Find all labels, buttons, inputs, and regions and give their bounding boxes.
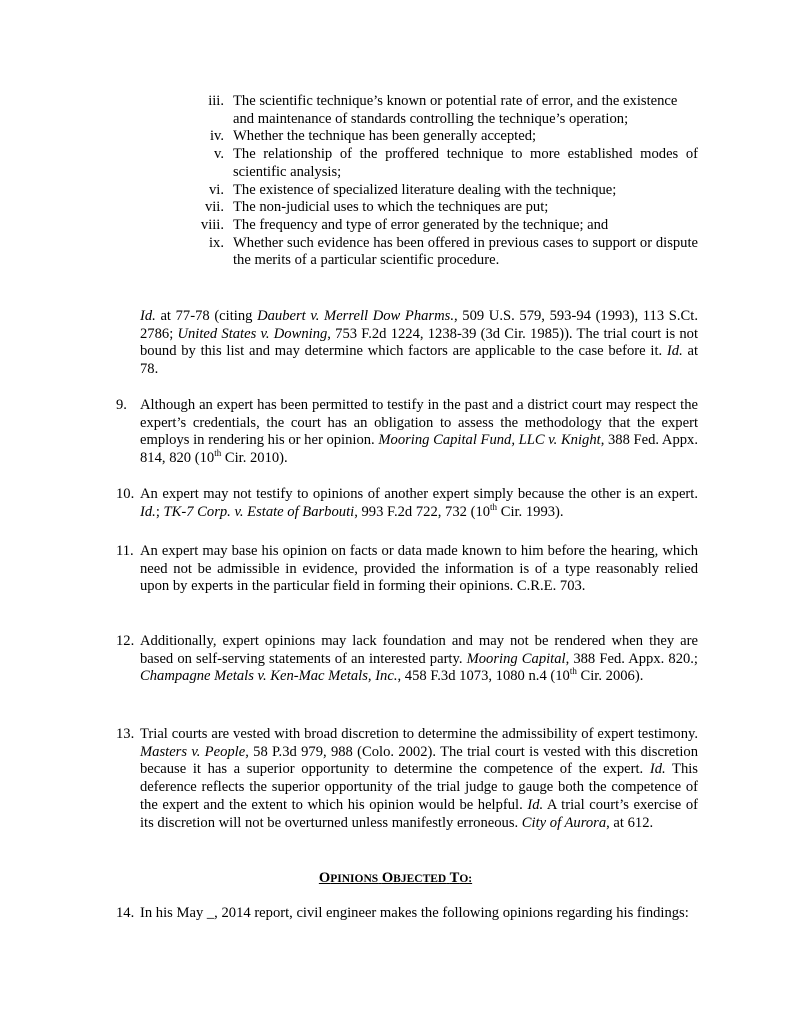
text-run: A trial court’s exercise of its discretion will not be overturned unless manifestly erroneous. [140, 796, 698, 831]
id-citation: Id. [666, 343, 683, 360]
numbered-paragraph-13 [116, 726, 698, 832]
factor-number: iii. [208, 93, 224, 109]
text-run: , 388 Fed. Appx. 820.; [565, 650, 698, 667]
heading-cap: T [449, 870, 460, 886]
factor-item [195, 199, 698, 217]
factor-list [195, 93, 698, 270]
factor-number: iv. [209, 128, 224, 145]
factor-text: The frequency and type of error generated by the technique; and [233, 216, 609, 233]
factor-item [195, 93, 698, 128]
case-name: Mooring Capital Fund, LLC v. Knight [378, 432, 601, 449]
factor-text: Whether the technique has been generally accepted; [233, 128, 537, 145]
heading-rest: BJECTED [393, 873, 447, 885]
superscript: th [214, 448, 222, 459]
text-run: An expert may not testify to opinions of another expert simply because the other is an expert. [140, 486, 698, 502]
paragraph-number: 11. [116, 543, 134, 559]
section-heading [0, 870, 791, 889]
factor-number: vi. [209, 181, 224, 198]
text-run: ; [155, 503, 164, 520]
text-run: Cir. 2010). [221, 450, 288, 467]
id-citation: Id. [649, 761, 666, 778]
paragraph-text: An expert may base his opinion on facts or data made known to him before the hearing, which need not be admissible in evidence, provided the information is of a type reasonably relied upon by experts in the particular field in forming their opinions. C.R.E. 703. [140, 543, 698, 595]
case-name: Champagne Metals v. Ken-Mac Metals, Inc. [140, 668, 398, 685]
paragraph-number: 13. [116, 726, 135, 742]
numbered-paragraph-12 [116, 633, 698, 686]
paragraph-number: 14. [116, 905, 135, 921]
factor-number: vii. [204, 199, 224, 216]
factor-number: v. [214, 146, 224, 163]
id-citation: Id. [140, 308, 156, 324]
text-run: , 993 F.2d 722, 732 (10 [354, 503, 491, 520]
paragraph-text: In his May _, 2014 report, civil engineer makes the following opinions regarding his findings: [140, 905, 689, 921]
case-name: City of Aurora [521, 814, 607, 831]
factor-item [195, 182, 698, 200]
citation-text: , 509 U.S. 579, 593-94 (1993), 113 S.Ct. 2786; [140, 308, 698, 342]
text-run: Cir. 2006). [576, 668, 644, 685]
text-run: Cir. 1993). [497, 503, 564, 520]
paragraph-text [140, 486, 698, 521]
case-name: Masters v. People [140, 743, 246, 760]
factor-item [195, 128, 698, 146]
paragraph-text [140, 397, 698, 468]
heading-rest: PINIONS [330, 873, 379, 885]
paragraph-number: 12. [116, 633, 135, 649]
id-citation: Id. [140, 503, 156, 520]
numbered-paragraph-11 [116, 543, 698, 596]
text-run: , at 612. [606, 814, 654, 831]
factor-text: The non-judicial uses to which the techniques are put; [233, 199, 549, 216]
citation-text: , 753 F.2d 1224, 1238-39 (3d Cir. 1985)). The trial court is not bound by this list and may determine which factors are applicable to the case before it. [140, 325, 699, 360]
case-name: TK-7 Corp. v. Estate of Barbouti [163, 503, 355, 520]
factor-text: The scientific technique’s known or potential rate of error, and the existence and maintenance of standards controlling the technique’s operation; [233, 93, 678, 127]
case-name: Daubert v. Merrell Dow Pharms. [257, 308, 454, 324]
text-run: Trial courts are vested with broad discretion to determine the admissibility of expert testimony. [140, 726, 698, 742]
numbered-paragraph-10 [116, 486, 698, 521]
superscript: th [490, 501, 498, 512]
numbered-paragraph-14 [116, 905, 698, 923]
text-run: , 58 P.3d 979, 988 (Colo. 2002). The trial court is vested with this discretion because it has a superior opportunity to determine the competence of the expert. [140, 743, 698, 778]
text-run: Although an expert has been permitted to testify in the past and a district court may respect the expert’s credentials, the court has an obligation to assess the methodology that the expert employs in rendering his or her opinion. [140, 397, 698, 449]
factor-item [195, 217, 698, 235]
factor-text: The relationship of the proffered technique to more established modes of scientific analysis; [233, 146, 698, 180]
factor-number: viii. [200, 216, 224, 233]
text-run: , 458 F.3d 1073, 1080 n.4 (10 [397, 668, 570, 685]
text-run: Additionally, expert opinions may lack foundation and may not be rendered when they are based on self-serving statements of an interested party. [140, 633, 698, 667]
case-name: Mooring Capital [466, 650, 566, 667]
heading-cap: O [381, 870, 394, 886]
factor-text: Whether such evidence has been offered in previous cases to support or dispute the merits of a particular scientific procedure. [233, 234, 698, 269]
superscript: th [569, 666, 577, 677]
paragraph-text [140, 726, 698, 832]
id-citation: Id. [527, 796, 544, 813]
citation-text: at 78. [140, 343, 698, 378]
numbered-paragraph-9 [116, 397, 698, 468]
citation-text: at 77-78 (citing [155, 308, 258, 324]
factor-text: The existence of specialized literature dealing with the technique; [233, 181, 617, 198]
factor-number: ix. [209, 234, 224, 251]
text-run: This deference reflects the superior opportunity of the trial judge to gauge both the competence of the expert and the extent to which his opinion would be helpful. [140, 761, 698, 813]
paragraph-number: 9. [116, 397, 127, 413]
heading-rest: O: [459, 873, 473, 885]
heading-cap: O [318, 870, 331, 886]
case-name: United States v. Downing [177, 325, 328, 342]
factor-item [195, 235, 698, 270]
paragraph-text [140, 633, 698, 686]
factor-item [195, 146, 698, 181]
paragraph-number: 10. [116, 486, 135, 502]
text-run: , 388 Fed. Appx. 814, 820 (10 [140, 432, 698, 467]
citation-paragraph [140, 308, 698, 379]
